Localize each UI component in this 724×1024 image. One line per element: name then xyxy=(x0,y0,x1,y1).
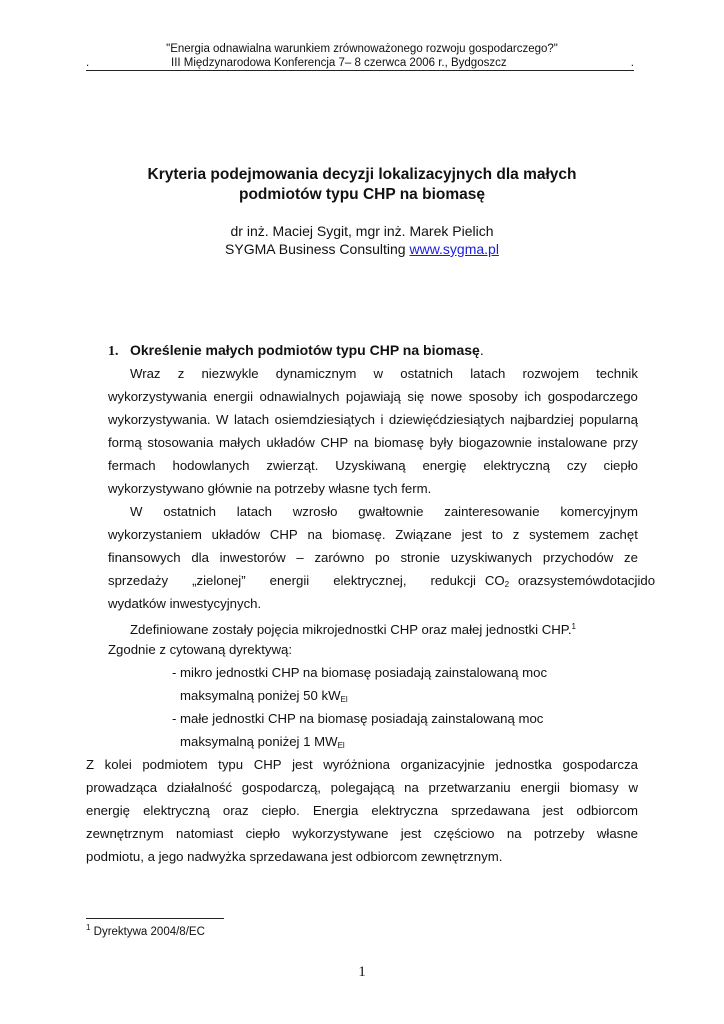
word: odnawialnych xyxy=(259,389,340,404)
word: jest xyxy=(292,757,313,772)
word: podmiotem xyxy=(142,757,208,772)
p5-line-1 xyxy=(86,753,638,776)
p2-line-4-a xyxy=(108,569,476,592)
word: technik xyxy=(596,366,638,381)
word: do xyxy=(640,573,656,588)
word: wykorzystaniem xyxy=(108,527,202,542)
word: oraz xyxy=(517,573,544,588)
word: jest xyxy=(400,826,422,841)
word: biomasy xyxy=(569,780,619,795)
header-dot-left: . xyxy=(86,57,90,69)
p5-line-2 xyxy=(86,776,638,799)
word: zarówno xyxy=(314,550,365,565)
header-dot-right: . xyxy=(630,57,634,69)
word: stronie xyxy=(400,550,441,565)
word: na xyxy=(506,826,522,841)
p2-line-2 xyxy=(108,523,638,546)
word: wykorzystywania xyxy=(108,389,207,404)
word: organizacyjnie xyxy=(400,757,485,772)
word: elektrycznej, xyxy=(333,573,407,588)
word: systemów xyxy=(543,573,603,588)
word: Z xyxy=(86,757,95,772)
section-heading xyxy=(108,341,484,361)
word: systemem xyxy=(529,527,590,542)
word: ze xyxy=(623,550,638,565)
p5-line-4 xyxy=(86,822,638,845)
word: typu xyxy=(218,757,244,772)
list-item-1-line-1: - mikro jednostki CHP na biomasę posiadają zainstalowaną moc xyxy=(172,665,548,680)
p2-line-3 xyxy=(108,546,638,569)
word: latach xyxy=(470,366,506,381)
word: wykorzystywania. xyxy=(108,412,211,427)
paragraph-1 xyxy=(108,362,638,500)
word: w xyxy=(373,366,384,381)
word: ostatnich xyxy=(400,366,454,381)
word: z xyxy=(512,527,520,542)
footnote-separator xyxy=(86,918,224,919)
word: nowe xyxy=(430,389,463,404)
word: wzrosło xyxy=(292,504,338,519)
word: zachęt xyxy=(599,527,638,542)
p1-line-4 xyxy=(108,431,638,454)
word: własne xyxy=(596,826,638,841)
word: biomasę. xyxy=(331,527,386,542)
word: wyróżniona xyxy=(323,757,390,772)
word: sprzedawana xyxy=(451,803,530,818)
paragraph-4: Zgodnie z cytowaną dyrektywą: xyxy=(108,642,292,657)
word: Wraz xyxy=(130,366,161,381)
word: na xyxy=(353,435,369,450)
word: elektryczną xyxy=(483,458,551,473)
word: przychodów xyxy=(542,550,614,565)
p5-line-5: podmiotu, a jego nadwyżka sprzedawana jest odbiorcom zewnętrznym. xyxy=(86,849,503,864)
word: ciepło xyxy=(245,826,281,841)
word: ciepło xyxy=(603,458,638,473)
list-item-1-line-2: maksymalną poniżej 50 $kW_{El}$ xyxy=(180,688,348,704)
conference-line: III Międzynarodowa Konferencja 7– 8 czerwca 2006 r., Bydgoszcz xyxy=(171,57,507,69)
p1-line-6: wykorzystywano głównie na potrzeby własne tych ferm. xyxy=(108,481,432,496)
word: uzyskiwanych xyxy=(450,550,533,565)
definition-sentence: Zdefiniowane zostały pojęcia mikrojednostki CHP oraz małej jednostki CHP. xyxy=(130,622,572,637)
word: CHP xyxy=(253,757,282,772)
footnote-number: 1 xyxy=(86,923,91,932)
word: ciepło. xyxy=(261,803,300,818)
word: dynamicznym xyxy=(275,366,357,381)
list-item-2-line-1: - małe jednostki CHP na biomasę posiadają zainstalowaną moc xyxy=(172,711,544,726)
p2-line-6: wydatków inwestycyjnych. xyxy=(108,596,262,611)
word: układów xyxy=(211,527,261,542)
word: energii xyxy=(520,780,560,795)
word: jest xyxy=(542,803,564,818)
organization-name: SYGMA Business Consulting xyxy=(225,241,406,257)
word: Uzyskiwaną xyxy=(335,458,406,473)
word: polegającą xyxy=(330,780,395,795)
word: częściowo xyxy=(433,826,495,841)
word: latach xyxy=(236,504,272,519)
word: wykorzystywane xyxy=(292,826,389,841)
section-title: Określenie małych podmiotów typu CHP na biomasę xyxy=(130,342,480,358)
organization-link[interactable]: www.sygma.pl xyxy=(409,241,499,257)
p1-line-5 xyxy=(108,454,638,477)
author-names: dr inż. Maciej Sygit, mgr inż. Marek Pielich xyxy=(230,223,494,239)
word: CHP xyxy=(269,527,298,542)
footnote-text: Dyrektywa 2004/8/EC xyxy=(93,926,205,938)
word: finansowych xyxy=(108,550,181,565)
word: energię xyxy=(86,803,130,818)
word: instalowane xyxy=(537,435,608,450)
word: gospodarczego xyxy=(547,389,638,404)
word: inwestorów xyxy=(219,550,286,565)
p2-line-4-b xyxy=(517,569,656,592)
word: w xyxy=(628,780,638,795)
word: czy xyxy=(566,458,587,473)
word: najbardziej xyxy=(510,412,574,427)
word: pojawiają xyxy=(345,389,401,404)
word: stosowania xyxy=(147,435,214,450)
word: redukcji xyxy=(430,573,476,588)
word: kolei xyxy=(104,757,132,772)
section-title-period: . xyxy=(479,342,484,358)
word: biomasę xyxy=(374,435,424,450)
word: elektryczna xyxy=(371,803,439,818)
co2-formula: $CO_2$ xyxy=(484,573,510,589)
word: na xyxy=(307,527,323,542)
word: na xyxy=(404,780,419,795)
word: oraz xyxy=(222,803,249,818)
word: latach xyxy=(233,412,270,427)
word: jest xyxy=(461,527,483,542)
section-number: 1. xyxy=(108,344,119,359)
p1-line-3 xyxy=(108,408,638,431)
word: przy xyxy=(612,435,638,450)
running-header-conference xyxy=(86,56,634,71)
word: odbiorcom xyxy=(576,803,638,818)
word: natomiast xyxy=(176,826,234,841)
word: ostatnich xyxy=(163,504,217,519)
word: hodowlanych xyxy=(172,458,250,473)
word: sprzedaży xyxy=(108,573,169,588)
word: dotacji xyxy=(602,573,641,588)
word: i xyxy=(380,412,384,427)
word: to xyxy=(491,527,503,542)
page-number: 1 xyxy=(358,964,366,980)
word: jednostka xyxy=(495,757,552,772)
word: potrzeby xyxy=(533,826,585,841)
word: z xyxy=(177,366,185,381)
word: energii xyxy=(269,573,310,588)
word: gwałtownie xyxy=(358,504,424,519)
unit-subscript: El xyxy=(337,741,345,750)
word: działalność xyxy=(166,780,233,795)
word: dla xyxy=(191,550,209,565)
paper-title-line-2: podmiotów typu CHP na biomasę xyxy=(238,186,485,203)
word: W xyxy=(130,504,143,519)
word: były xyxy=(429,435,454,450)
author-affiliation xyxy=(0,240,724,258)
word: Energia xyxy=(312,803,359,818)
word: prowadząca xyxy=(86,780,158,795)
word: ich xyxy=(524,389,542,404)
paragraph-2 xyxy=(108,500,656,615)
word: dziewięćdziesiątych xyxy=(388,412,505,427)
paragraph-3 xyxy=(130,615,576,638)
word: CHP xyxy=(320,435,349,450)
word: energii xyxy=(213,389,254,404)
word: zwierząt. xyxy=(266,458,319,473)
word: energię xyxy=(422,458,467,473)
word: zainteresowanie xyxy=(444,504,540,519)
p2-line-1 xyxy=(130,500,638,523)
word: osiemdziesiątych xyxy=(274,412,375,427)
word: małych xyxy=(218,435,261,450)
p1-line-1 xyxy=(130,362,638,385)
word: biogazownie xyxy=(458,435,533,450)
word: układów xyxy=(266,435,315,450)
footnote xyxy=(86,921,205,939)
word: niezwykle xyxy=(201,366,259,381)
word: komercyjnym xyxy=(560,504,638,519)
p1-line-2 xyxy=(108,385,638,408)
word: elektryczną xyxy=(143,803,210,818)
word: gospodarcza xyxy=(562,757,638,772)
word: rozwojem xyxy=(522,366,579,381)
unit-subscript: El xyxy=(340,695,348,704)
word: gospodarczą, xyxy=(241,780,321,795)
word: się xyxy=(407,389,425,404)
word: „zielonej” xyxy=(192,573,246,588)
word: Związane xyxy=(395,527,452,542)
word: zewnętrznym xyxy=(86,826,164,841)
p2-line-4 xyxy=(108,569,656,592)
word: przetwarzaniu xyxy=(428,780,511,795)
paper-title-line-1: Kryteria podejmowania decyzji lokalizacyjnych dla małych xyxy=(147,166,577,183)
word: po xyxy=(375,550,390,565)
footnote-ref[interactable]: 1 xyxy=(571,622,576,631)
list-item-2-line-2: maksymalną poniżej 1 $MW_{El}$ xyxy=(180,734,345,750)
word: formą xyxy=(108,435,142,450)
running-header-title: "Energia odnawialna warunkiem zrównoważonego rozwoju gospodarczego?" xyxy=(166,43,558,55)
word: fermach xyxy=(108,458,156,473)
p5-line-3 xyxy=(86,799,638,822)
word: W xyxy=(216,412,229,427)
word: – xyxy=(296,550,304,565)
word: popularną xyxy=(579,412,638,427)
word: sposoby xyxy=(468,389,518,404)
paragraph-5 xyxy=(86,753,638,868)
